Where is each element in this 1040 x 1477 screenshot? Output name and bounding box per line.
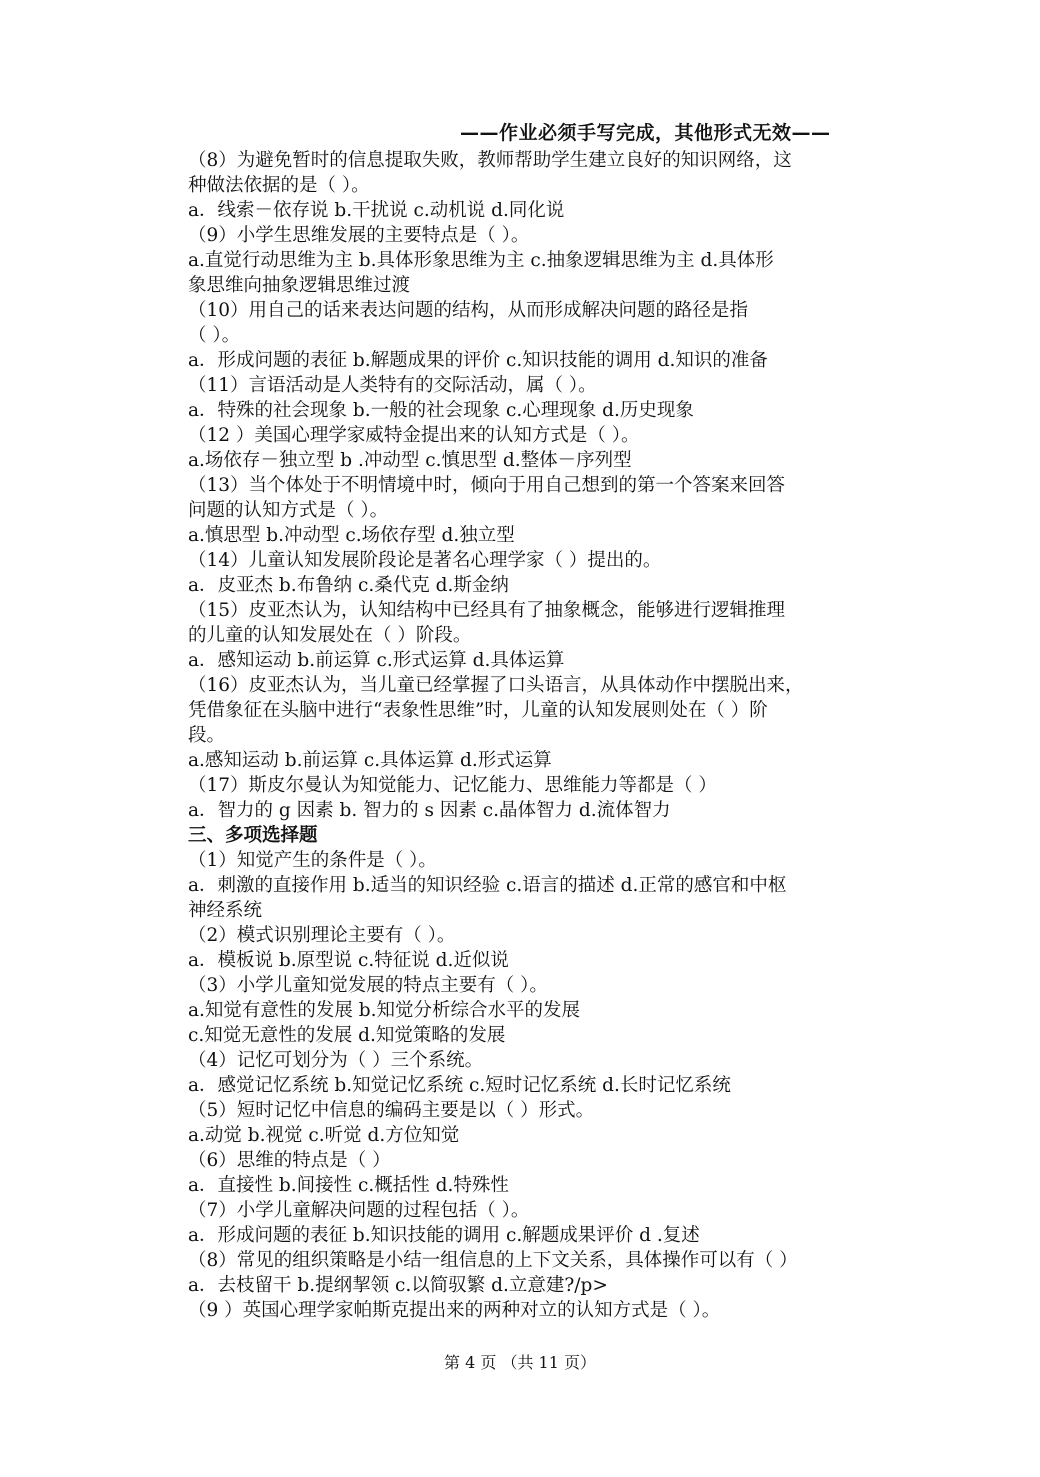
- answer-options-line: a.感知运动 b.前运算 c.具体运算 d.形式运算: [188, 750, 552, 771]
- question-line: （16）皮亚杰认为，当儿童已经掌握了口头语言，从具体动作中摆脱出来，: [188, 675, 804, 696]
- question-line: （12 ）美国心理学家威特金提出来的认知方式是（ ）。: [188, 425, 640, 446]
- answer-options-line: a．线索－依存说 b.干扰说 c.动机说 d.同化说: [188, 200, 565, 221]
- answer-options-line: a.知觉有意性的发展 b.知觉分析综合水平的发展: [188, 1000, 581, 1021]
- question-line: （5）短时记忆中信息的编码主要是以（ ）形式。: [188, 1100, 595, 1121]
- question-line: 种做法依据的是（ ）。: [188, 175, 370, 196]
- question-line: （15）皮亚杰认为，认知结构中已经具有了抽象概念，能够进行逻辑推理: [188, 600, 786, 621]
- question-line: 段。: [188, 725, 226, 746]
- answer-options-line: a．皮亚杰 b.布鲁纳 c.桑代克 d.斯金纳: [188, 575, 509, 596]
- question-line: 凭借象征在头脑中进行“表象性思维”时，儿童的认知发展则处在（ ）阶: [188, 700, 768, 721]
- question-line: （6）思维的特点是（ ）: [188, 1150, 391, 1171]
- question-line: （17）斯皮尔曼认为知觉能力、记忆能力、思维能力等都是（ ）: [188, 775, 717, 796]
- question-line: （11）言语活动是人类特有的交际活动，属（ ）。: [188, 375, 597, 396]
- question-line: （ ）。: [188, 325, 241, 346]
- answer-options-line: a．感觉记忆系统 b.知觉记忆系统 c.短时记忆系统 d.长时记忆系统: [188, 1075, 731, 1096]
- answer-options-line: a．感知运动 b.前运算 c.形式运算 d.具体运算: [188, 650, 565, 671]
- answer-options-line: c.知觉无意性的发展 d.知觉策略的发展: [188, 1025, 506, 1046]
- question-line: （9）小学生思维发展的主要特点是（ ）。: [188, 225, 530, 246]
- answer-options-line: a．直接性 b.间接性 c.概括性 d.特殊性: [188, 1175, 509, 1196]
- question-line: （10）用自己的话来表达问题的结构，从而形成解决问题的路径是指: [188, 300, 749, 321]
- answer-options-line: a.动觉 b.视觉 c.听觉 d.方位知觉: [188, 1125, 460, 1146]
- question-line: 的儿童的认知发展处在（ ）阶段。: [188, 625, 472, 646]
- question-line: （8）为避免暂时的信息提取失败，教师帮助学生建立良好的知识网络，这: [188, 150, 792, 171]
- answer-options-line: a.慎思型 b.冲动型 c.场依存型 d.独立型: [188, 525, 515, 546]
- answer-options-line: a．形成问题的表征 b.知识技能的调用 c.解题成果评价 d .复述: [188, 1225, 700, 1246]
- answer-options-line: a．形成问题的表征 b.解题成果的评价 c.知识技能的调用 d.知识的准备: [188, 350, 768, 371]
- question-content: [188, 148, 908, 1323]
- answer-options-line: a．特殊的社会现象 b.一般的社会现象 c.心理现象 d.历史现象: [188, 400, 694, 421]
- question-line: （3）小学儿童知觉发展的特点主要有（ ）。: [188, 975, 548, 996]
- handwriting-notice: ——作业必须手写完成，其他形式无效——: [460, 122, 831, 144]
- answer-options-line: a．智力的 g 因素 b. 智力的 s 因素 c.晶体智力 d.流体智力: [188, 800, 671, 821]
- question-line: （13）当个体处于不明情境中时，倾向于用自己想到的第一个答案来回答: [188, 475, 786, 496]
- answer-options-line: a．模板说 b.原型说 c.特征说 d.近似说: [188, 950, 509, 971]
- answer-options-line: 象思维向抽象逻辑思维过渡: [188, 275, 411, 296]
- question-line: （2）模式识别理论主要有（ ）。: [188, 925, 456, 946]
- question-line: （8）常见的组织策略是小结一组信息的上下文关系，具体操作可以有（ ）: [188, 1250, 798, 1271]
- answer-options-line: 神经系统: [188, 900, 263, 921]
- question-line: （9 ）英国心理学家帕斯克提出来的两种对立的认知方式是（ ）。: [188, 1300, 721, 1321]
- answer-options-line: a．刺激的直接作用 b.适当的知识经验 c.语言的描述 d.正常的感官和中枢: [188, 875, 787, 896]
- answer-options-line: a．去枝留干 b.提纲挈领 c.以简驭繁 d.立意建?/p>: [188, 1275, 608, 1296]
- question-line: （4）记忆可划分为（ ）三个系统。: [188, 1050, 484, 1071]
- question-line: （14）儿童认知发展阶段论是著名心理学家（ ）提出的。: [188, 550, 662, 571]
- page-number: 第 4 页 （共 11 页）: [444, 1353, 596, 1372]
- question-line: （1）知觉产生的条件是（ ）。: [188, 850, 437, 871]
- answer-options-line: a.场依存－独立型 b .冲动型 c.慎思型 d.整体－序列型: [188, 450, 632, 471]
- section-heading: 三、多项选择题: [188, 825, 318, 846]
- answer-options-line: a.直觉行动思维为主 b.具体形象思维为主 c.抽象逻辑思维为主 d.具体形: [188, 250, 774, 271]
- question-line: （7）小学儿童解决问题的过程包括（ ）。: [188, 1200, 530, 1221]
- question-line: 问题的认知方式是（ ）。: [188, 500, 389, 521]
